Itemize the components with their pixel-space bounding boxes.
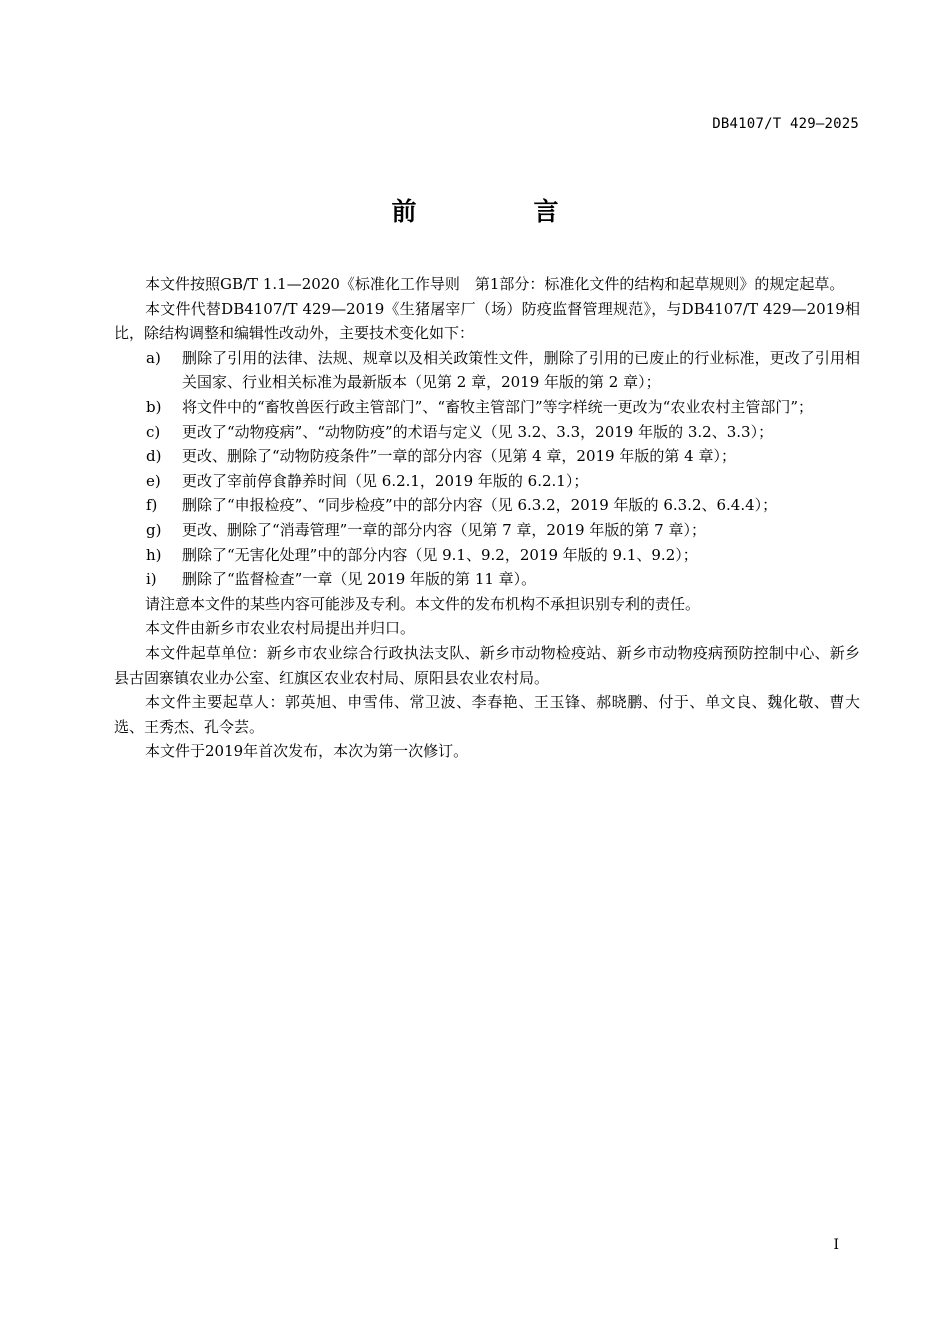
paragraph-revision-history: 本文件于2019年首次发布，本次为第一次修订。 [145, 742, 469, 761]
list-item-text: 更改、删除了“动物防疫条件”一章的部分内容（见第 4 章，2019 年版的第 4 章）； [182, 447, 736, 466]
list-marker: d) [146, 447, 162, 466]
paragraph-drafting-rules: 本文件按照GB/T 1.1—2020《标准化工作导则 第1部分：标准化文件的结构和起草规则》的规定起草。 [145, 275, 845, 293]
list-marker: i) [146, 570, 157, 589]
list-item-text: 删除了“监督检查”一章（见 2019 年版的第 11 章）。 [182, 570, 537, 589]
list-marker: f) [146, 496, 158, 515]
list-item-text: 删除了“无害化处理”中的部分内容（见 9.1、9.2，2019 年版的 9.1、9.2）； [182, 545, 698, 564]
foreword-body [114, 272, 860, 764]
list-item [114, 444, 860, 469]
paragraph-replacement: 本文件代替DB4107/T 429—2019《生猪屠宰厂（场）防疫监督管理规范》，与DB4107/T 429—2019相比，除结构调整和编辑性改动外，主要技术变化如下： [114, 299, 860, 343]
list-marker: g) [146, 520, 162, 539]
list-item [114, 395, 860, 420]
list-item [114, 543, 860, 568]
list-marker: e) [146, 471, 161, 490]
page-title: 前 言 [391, 197, 605, 226]
paragraph-drafting-units: 本文件起草单位：新乡市农业综合行政执法支队、新乡市动物检疫站、新乡市动物疫病预防控制中心、新乡县古固寨镇农业办公室、红旗区农业农村局、原阳县农业农村局。 [114, 643, 860, 687]
list-item-text: 删除了“申报检疫”、“同步检疫”中的部分内容（见 6.3.2，2019 年版的 6.3.2、6.4.4）； [182, 496, 778, 515]
list-item-text: 删除了引用的法律、法规、规章以及相关政策性文件，删除了引用的已废止的行业标准，更改了引用相关国家、行业相关标准为最新版本（见第 2 章，2019 年版的第 2 章）； [182, 348, 860, 392]
list-item [114, 420, 860, 445]
list-item [114, 346, 860, 395]
list-item [114, 518, 860, 543]
list-marker: b) [146, 397, 162, 416]
paragraph-drafters: 本文件主要起草人：郭英旭、申雪伟、常卫波、李春艳、王玉锋、郝晓鹏、付于、单文良、魏化敬、曹大选、王秀杰、孔令芸。 [114, 693, 860, 736]
list-item-text: 更改、删除了“消毒管理”一章的部分内容（见第 7 章，2019 年版的第 7 章）； [182, 520, 706, 539]
list-item-text: 更改了“动物疫病”、“动物防疫”的术语与定义（见 3.2、3.3，2019 年版的 3.2、3.3）； [182, 422, 774, 441]
document-code: DB4107/T 429—2025 [712, 116, 859, 132]
list-marker: c) [146, 422, 161, 441]
list-item [114, 567, 860, 592]
list-item-text: 将文件中的“畜牧兽医行政主管部门”、“畜牧主管部门”等字样统一更改为“农业农村主管部门”； [182, 397, 814, 416]
paragraph-proposer: 本文件由新乡市农业农村局提出并归口。 [145, 619, 416, 638]
list-item [114, 469, 860, 494]
page-number: I [833, 1237, 839, 1253]
list-item-text: 更改了宰前停食静养时间（见 6.2.1，2019 年版的 6.2.1）； [182, 471, 589, 490]
list-marker: a) [146, 348, 161, 367]
list-item [114, 493, 860, 518]
list-marker: h) [146, 545, 162, 564]
paragraph-patent-notice: 请注意本文件的某些内容可能涉及专利。本文件的发布机构不承担识别专利的责任。 [145, 594, 701, 613]
